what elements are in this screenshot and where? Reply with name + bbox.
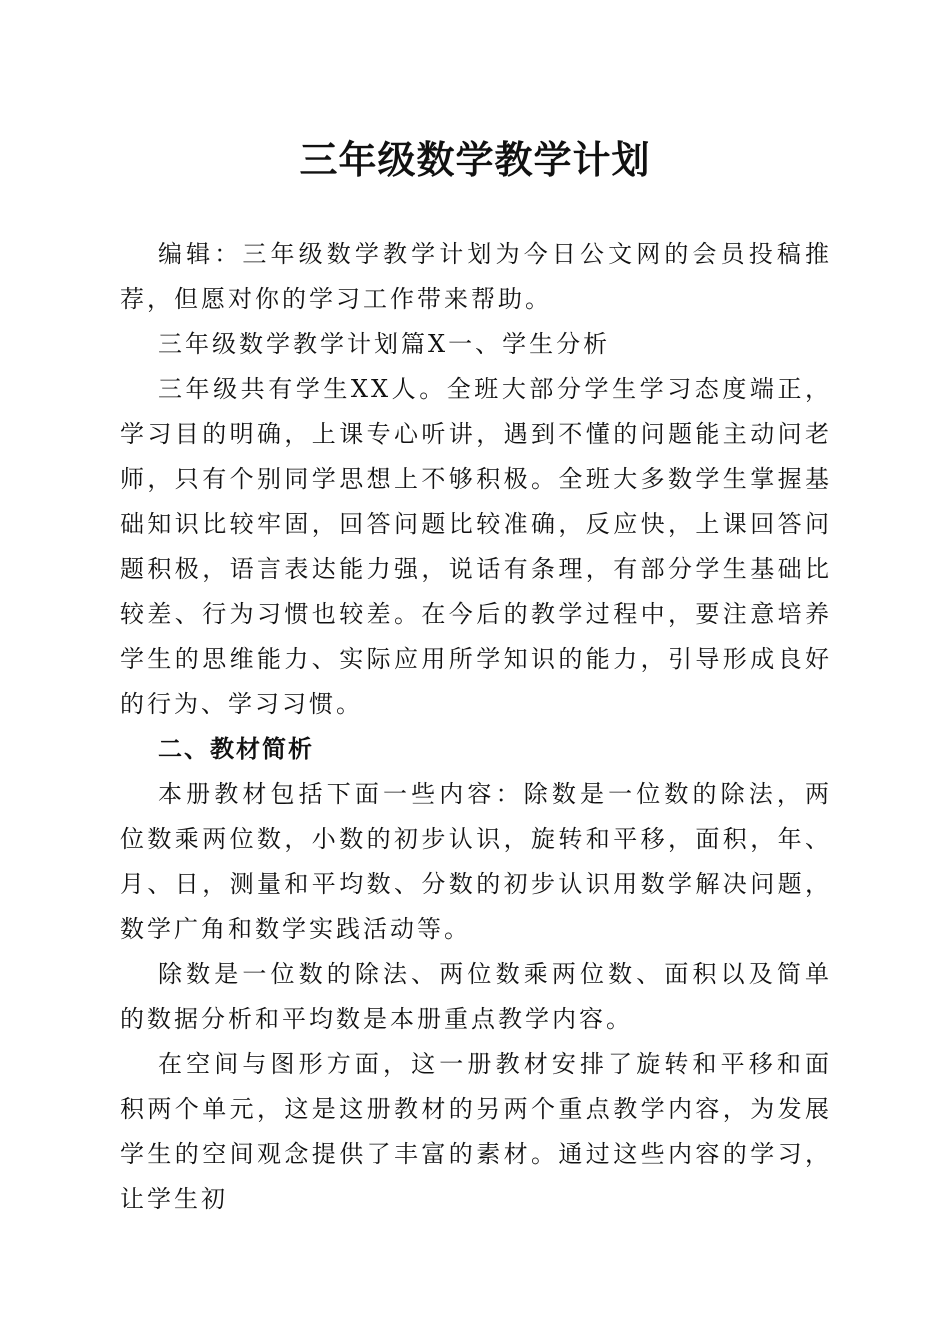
section1-title: 三年级数学教学计划篇X一、学生分析 [158, 330, 611, 358]
space-graphics-paragraph: 在空间与图形方面，这一册教材安排了旋转和平移和面积两个单元，这是这册教材的另两个重点教学内容，为发展学生的空间观念提供了丰富的素材。通过这些内容的学习，让学生初 [120, 1050, 832, 1213]
intro-paragraph: 编辑：三年级数学教学计划为今日公文网的会员投稿推荐，但愿对你的学习工作带来帮助。 [120, 240, 832, 313]
document-body [120, 232, 832, 1222]
student-analysis-paragraph: 三年级共有学生XX人。全班大部分学生学习态度端正，学习目的明确，上课专心听讲，遇到不懂的问题能主动问老师，只有个别同学思想上不够积极。全班大多数学生掌握基础知识比较牢固，回答问题比较准确，反应快，上课回答问题积极，语言表达能力强，说话有条理，有部分学生基础比较差、行为习惯也较差。在今后的教学过程中，要注意培养学生的思维能力、实际应用所学知识的能力，引导形成良好的行为、学习习惯。 [120, 375, 832, 718]
textbook-content-paragraph: 本册教材包括下面一些内容：除数是一位数的除法，两位数乘两位数，小数的初步认识，旋转和平移，面积，年、月、日，测量和平均数、分数的初步认识用数学解决问题，数学广角和数学实践活动等。 [120, 780, 832, 943]
document-title: 三年级数学教学计划 [299, 137, 651, 182]
section2-heading: 二、教材简析 [158, 735, 314, 763]
key-content-paragraph: 除数是一位数的除法、两位数乘两位数、面积以及简单的数据分析和平均数是本册重点教学内容。 [120, 960, 832, 1033]
